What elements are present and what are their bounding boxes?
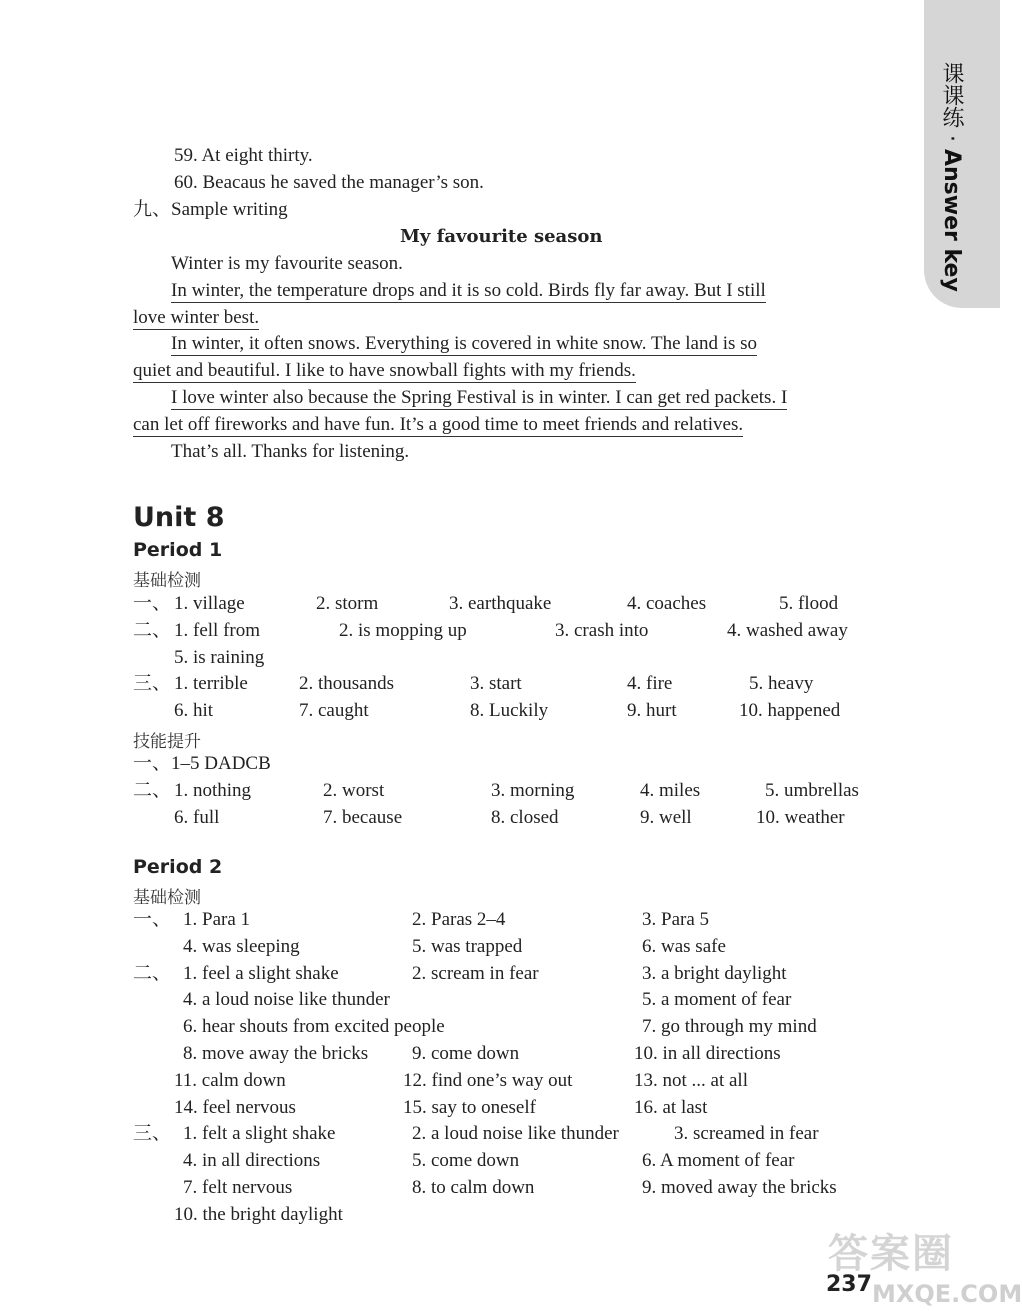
p1-s3-8: 8. Luckily: [470, 700, 549, 721]
p1-k2-9: 9. well: [640, 807, 692, 828]
p1-s3-9: 9. hurt: [627, 700, 677, 721]
essay-p3a: In winter, it often snows. Everything is covered in white snow. The land is so: [171, 333, 758, 354]
p1-s3-1: 1. terrible: [174, 673, 248, 694]
p1-k1: 一、1–5 DADCB: [133, 753, 271, 774]
p1-s1-5: 5. flood: [779, 593, 839, 614]
page-number: 237: [826, 1272, 872, 1297]
p1-s1-3: 3. earthquake: [449, 593, 552, 614]
essay-p2a: In winter, the temperature drops and it is so cold. Birds fly far away. But I still: [171, 280, 766, 301]
p2-r7-1: 11. calm down: [174, 1070, 286, 1091]
p2-r12-1: 10. the bright daylight: [174, 1204, 343, 1225]
p2-label-1: 一、: [133, 909, 172, 930]
p1-s2-5: 5. is raining: [174, 647, 265, 668]
essay-p4a: I love winter also because the Spring Festival is in winter. I can get red packets. I: [171, 387, 788, 408]
essay-p5: That’s all. Thanks for listening.: [171, 441, 410, 462]
p1-s3-10: 10. happened: [739, 700, 841, 721]
p2-r2-3: 6. was safe: [642, 936, 726, 957]
p2-r1-3: 3. Para 5: [642, 909, 710, 930]
period1-heading: Period 1: [133, 539, 223, 561]
p2-r5-2: 7. go through my mind: [642, 1016, 817, 1037]
p1-s3-label: 三、: [133, 673, 172, 694]
p2-r5-1: 6. hear shouts from excited people: [183, 1016, 445, 1037]
p2-r10-2: 5. come down: [412, 1150, 520, 1171]
p2-r11-1: 7. felt nervous: [183, 1177, 293, 1198]
p1-k2-7: 7. because: [323, 807, 403, 828]
p1-s2-1: 1. fell from: [174, 620, 261, 641]
essay-p3b: quiet and beautiful. I like to have snowball fights with my friends.: [133, 360, 636, 381]
p2-label-3: 三、: [133, 1123, 172, 1144]
p1-s2-3: 3. crash into: [555, 620, 649, 641]
answer-60: 60. Beacaus he saved the manager’s son.: [174, 172, 484, 193]
p2-r3-3: 3. a bright daylight: [642, 963, 787, 984]
period1-skill: 技能提升: [133, 732, 201, 752]
period2-basic: 基础检测: [133, 888, 201, 908]
section-nine: 九、Sample writing: [133, 199, 288, 220]
p2-r9-2: 2. a loud noise like thunder: [412, 1123, 619, 1144]
side-tab-en: Answer key: [939, 148, 964, 292]
p1-k2-label: 二、: [133, 780, 172, 801]
p1-s1-1: 1. village: [174, 593, 245, 614]
p2-r6-1: 8. move away the bricks: [183, 1043, 369, 1064]
watermark-url: MXQE.COM: [872, 1280, 1022, 1308]
p1-s3-5: 5. heavy: [749, 673, 814, 694]
side-tab-label: [936, 62, 967, 292]
essay-p2b: love winter best.: [133, 307, 260, 328]
answer-59: 59. At eight thirty.: [174, 145, 313, 166]
p1-s3-2: 2. thousands: [299, 673, 394, 694]
p2-r10-3: 6. A moment of fear: [642, 1150, 795, 1171]
p2-label-2: 二、: [133, 963, 172, 984]
essay-p4b: can let off fireworks and have fun. It’s a good time to meet friends and relatives.: [133, 414, 744, 435]
p2-r1-1: 1. Para 1: [183, 909, 251, 930]
p2-r8-3: 16. at last: [634, 1097, 708, 1118]
essay-p1: Winter is my favourite season.: [171, 253, 403, 274]
p1-s2-4: 4. washed away: [727, 620, 848, 641]
side-tab-cn: 课课练 ·: [939, 62, 964, 149]
p1-s3-6: 6. hit: [174, 700, 214, 721]
p2-r7-3: 13. not ... at all: [634, 1070, 748, 1091]
p1-s1-2: 2. storm: [316, 593, 379, 614]
p2-r3-2: 2. scream in fear: [412, 963, 539, 984]
p2-r7-2: 12. find one’s way out: [403, 1070, 573, 1091]
p2-r9-3: 3. screamed in fear: [674, 1123, 819, 1144]
unit-heading: Unit 8: [133, 502, 225, 533]
p1-k2-4: 4. miles: [640, 780, 701, 801]
p1-s2-2: 2. is mopping up: [339, 620, 467, 641]
period1-basic: 基础检测: [133, 571, 201, 591]
p2-r4-1: 4. a loud noise like thunder: [183, 989, 390, 1010]
p1-k2-5: 5. umbrellas: [765, 780, 859, 801]
p2-r11-3: 9. moved away the bricks: [642, 1177, 837, 1198]
p2-r8-2: 15. say to oneself: [403, 1097, 536, 1118]
p2-r6-2: 9. come down: [412, 1043, 520, 1064]
p1-k2-3: 3. morning: [491, 780, 575, 801]
p2-r11-2: 8. to calm down: [412, 1177, 535, 1198]
p1-k2-10: 10. weather: [756, 807, 845, 828]
p1-k2-8: 8. closed: [491, 807, 559, 828]
period2-heading: Period 2: [133, 856, 223, 878]
p2-r4-2: 5. a moment of fear: [642, 989, 792, 1010]
p1-s3-3: 3. start: [470, 673, 522, 694]
p1-k2-6: 6. full: [174, 807, 220, 828]
p1-k2-1: 1. nothing: [174, 780, 252, 801]
watermark-logo: 答案圈: [828, 1231, 954, 1277]
p2-r2-1: 4. was sleeping: [183, 936, 300, 957]
p1-s3-7: 7. caught: [299, 700, 369, 721]
p1-s1-label: 一、: [133, 593, 172, 614]
p1-k2-2: 2. worst: [323, 780, 385, 801]
p1-s3-4: 4. fire: [627, 673, 673, 694]
p2-r8-1: 14. feel nervous: [174, 1097, 296, 1118]
p2-r1-2: 2. Paras 2–4: [412, 909, 506, 930]
p1-s1-4: 4. coaches: [627, 593, 707, 614]
p2-r2-2: 5. was trapped: [412, 936, 523, 957]
p2-r6-3: 10. in all directions: [634, 1043, 781, 1064]
essay-title: My favourite season: [400, 226, 603, 247]
p2-r3-1: 1. feel a slight shake: [183, 963, 339, 984]
p2-r9-1: 1. felt a slight shake: [183, 1123, 336, 1144]
p2-r10-1: 4. in all directions: [183, 1150, 321, 1171]
p1-s2-label: 二、: [133, 620, 172, 641]
